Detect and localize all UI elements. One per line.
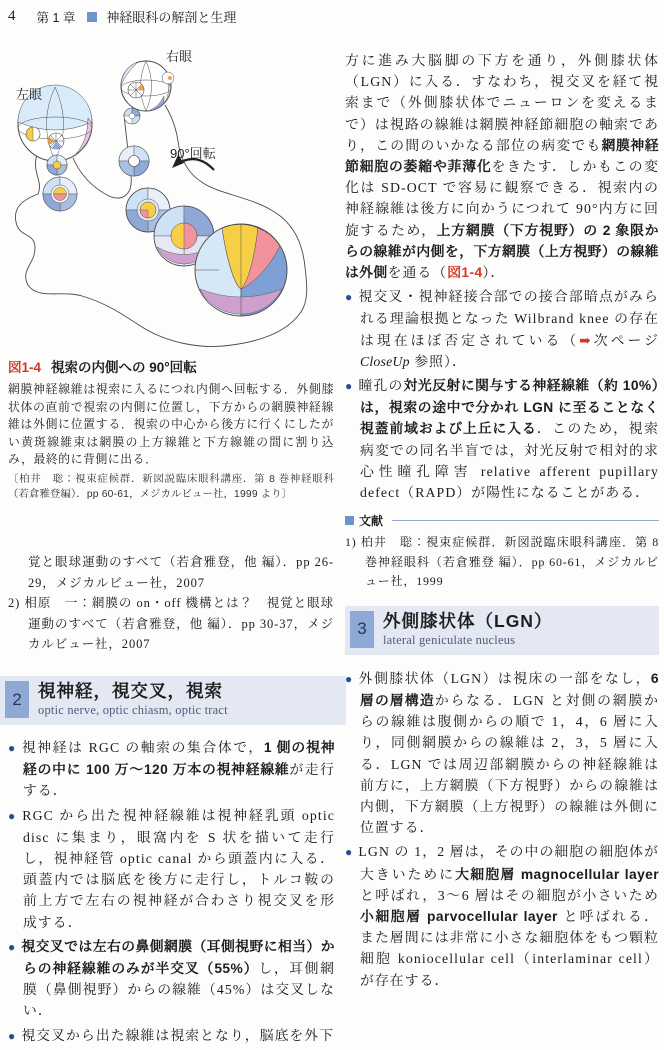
right-eye	[121, 61, 174, 111]
bullet-icon: ●	[8, 741, 17, 755]
list-item: ● 視交叉・視神経接合部での接合部暗点がみられる理論根拠となった Wilbrand knee の存在は現在ほぼ否定されている（➡次ページ CloseUp 参照）．	[345, 289, 660, 369]
list-item: ● RGC から出た視神経線維は視神経乳頭 optic disc に集まり，眼窩内を S 状を描いて走行し，視神経管 optic canal から頭蓋内に入る．頭蓋内では脳底を後方に走行し，トルコ鞍の前上方で左右の視神経が合わさり視交叉を形成する．	[8, 807, 335, 930]
section-3-header	[345, 606, 659, 655]
bullet-icon: ●	[345, 845, 354, 860]
list-item: ● 視神経は RGC の軸索の集合体で，1 側の視神経の中に 100 万〜120 万本の視神経線維が走行する．	[8, 740, 335, 799]
reference-item-continuation: 覚と眼球運動のすべて（若倉雅登，他 編）．pp 26-29，メジカルビュー社，2007	[28, 555, 334, 590]
section-2-number: 2	[5, 681, 29, 718]
left-nerve-sections	[43, 155, 77, 211]
bunken-square-icon	[345, 516, 354, 525]
section-2-title: 視神経，視交叉，視索	[38, 681, 223, 701]
bunken-item: 1) 柏井 聡：視束症候群．新図説臨床眼科講座．第 8 巻神経眼科（若倉雅登 編）．pp 60-61，メジカルビュー社，1999	[345, 535, 659, 589]
section-3-number: 3	[350, 611, 374, 648]
right-eye-label: 右眼	[166, 49, 193, 64]
figure-caption-body: 網膜神経線維は視索に入るにつれ内側へ回転する．外側膝状体の直前で視索の内側に位置し，下方からの網膜神経線維は外側に位置する．視索の中心から後方に行くにしたがい黄斑線維束は網膜の上方線維と下方線維の間に割り込み，最終的に背側に出る．	[8, 382, 334, 467]
paragraph: 方に進み大脳脚の下方を通り，外側膝状体（LGN）に入る．すなわち，視交叉を経て視索まで（外側膝状体でニューロンを変えるまで）は視路の線維は網膜神経節細胞の軸索であり，この間のいかなる部位の病変でも網膜神経節細胞の萎縮や菲薄化をきたす．しかもこの変化は SD-OCT で容易に観察できる．視索内の神経線維は後方に向かうにつれて 90°内方に回旋するため，上方網膜（下方視野）の 2 象限からの線維が内側を，下方網膜（上方視野）の線維は外側を通る（図1-4）．	[345, 53, 660, 281]
chapter-title: 神経眼科の解剖と生理	[106, 10, 237, 25]
bullet-icon: ●	[8, 939, 17, 954]
chapter-square-icon	[87, 12, 97, 22]
page-header	[8, 7, 236, 26]
list-item: ● 視交叉から出た線維は視索となり，脳底を外下	[8, 1027, 335, 1043]
rotation-label: 90°回転	[170, 146, 216, 161]
list-item: ● 視交叉では左右の鼻側網膜（耳側視野に相当）からの神経線維のみが半交叉（55%）し，耳側網膜（鼻側視野）からの線維（45%）は交叉しない．	[8, 938, 335, 1019]
page-number: 4	[8, 8, 16, 24]
bunken-header	[345, 512, 659, 529]
optic-tract-rotation-diagram	[8, 48, 333, 354]
section-2-subtitle: optic nerve, optic chiasm, optic tract	[38, 703, 228, 717]
bullet-icon: ●	[345, 671, 354, 686]
section-3-subtitle: lateral geniculate nucleus	[383, 632, 516, 647]
reference-item: 2) 相原 一：網膜の on・off 機構とは？ 視覚と眼球運動のすべて（若倉雅登，他 編）．pp 30-37，メジカルビュー社，2007	[8, 596, 334, 651]
bullet-icon: ●	[345, 290, 354, 305]
section-3-title: 外側膝状体（LGN）	[383, 610, 553, 631]
lgn-paragraphs	[345, 668, 659, 991]
figure-caption-title: 図1-4 視索の内側への 90°回転	[8, 360, 197, 375]
bunken-block	[345, 512, 659, 592]
bullet-icon: ●	[8, 1028, 17, 1043]
bullet-icon: ●	[8, 808, 18, 823]
bunken-item-marker: 1)	[345, 535, 357, 550]
reference-marker: 2)	[8, 596, 21, 610]
chapter-label: 第 1 章	[36, 10, 76, 25]
figure-1-4	[8, 48, 333, 354]
list-item: ● 外側膝状体（LGN）は視床の一部をなし，6 層の層構造からなる．LGN と対側の網膜からの線維は腹側からの順で 1，4，6 層に入り，同側網膜からの線維は 2，3，5 層に入る．LGN では周辺部網膜からの神経線維は前方に，上方網膜（下方視野）からの線維は内側，下方網膜（上方視野）の線維は外側に位置する．	[345, 670, 660, 836]
bunken-rule	[392, 520, 659, 521]
figure-caption	[8, 356, 334, 502]
figure-number: 図1-4	[8, 360, 42, 375]
right-nerve-sections	[119, 108, 149, 176]
right-column	[345, 50, 659, 994]
optic-tract-paragraphs	[345, 50, 659, 503]
bunken-label: 文献	[359, 514, 384, 529]
list-item: ● LGN の 1，2 層は，その中の細胞の細胞体が大きいために大細胞層 magnocellular layer と呼ばれ，3〜6 層はその細胞が小さいため小細胞層 parvocellular layer と呼ばれる．また層間には非常に小さな細胞体をもつ顆粒細胞 koniocellular cell（interlaminar cell）が存在する．	[345, 844, 659, 988]
left-eye-label: 左眼	[16, 87, 43, 102]
section-2-header	[0, 676, 346, 725]
optic-tract-section-large	[195, 224, 287, 316]
list-item: ● 瞳孔の対光反射に関与する神経線維（約 10%）は，視索の途中で分かれ LGN に至ることなく視蓋前域および上丘に入る．このため，視索病変での同名半盲では，対光反射で相対的求心性瞳孔障害 relative afferent pupillary defect（RAPD）が陽性になることがある．	[345, 378, 659, 501]
figure-caption-source: 〔柏井 聡：視束症候群．新図説臨床眼科講座．第 8 巻神経眼科（若倉雅登編）．pp 60-61，メジカルビュー社，1999 より〕	[8, 473, 334, 500]
bullet-icon: ●	[345, 379, 354, 394]
section-2-body	[8, 737, 335, 1050]
reference-list	[8, 552, 334, 655]
